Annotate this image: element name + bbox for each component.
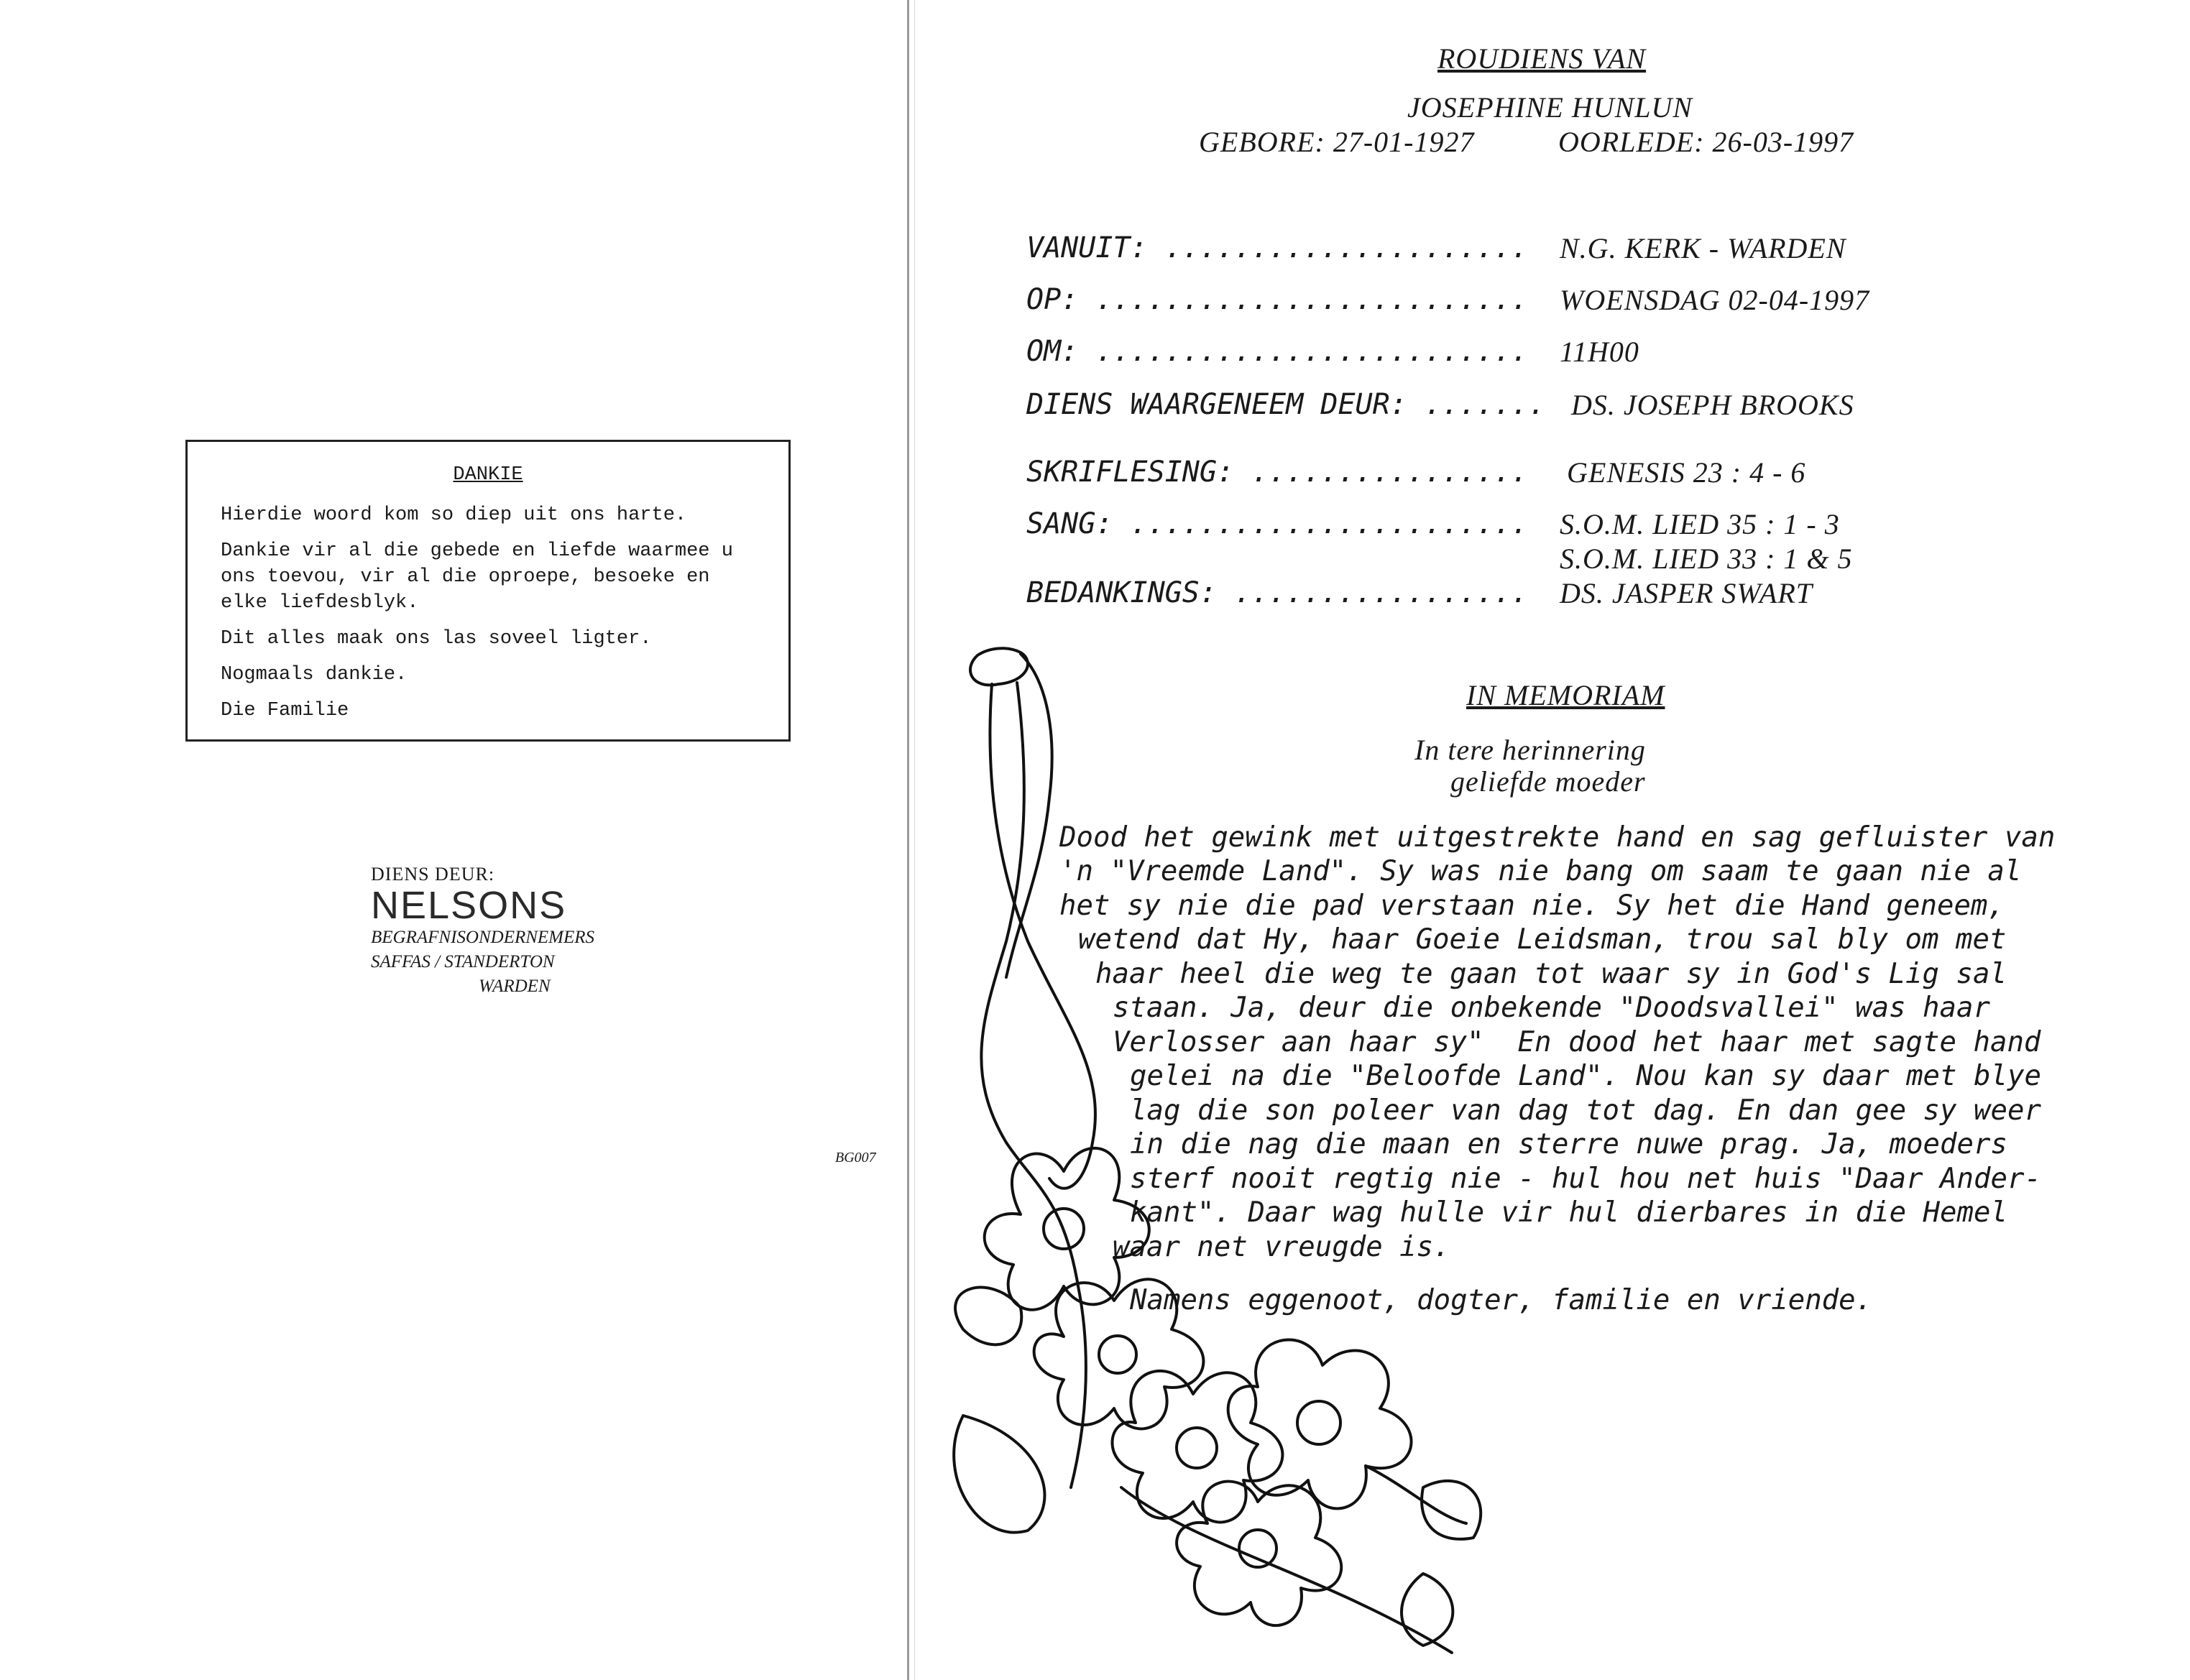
page-fold <box>907 0 909 1680</box>
detail-label: DIENS WAARGENEEM DEUR: ....... <box>1026 388 1546 421</box>
memoriam-title: IN MEMORIAM <box>1466 679 1665 711</box>
poem-line: kant". Daar wag hulle vir hul dierbares in die Hemel <box>1130 1196 2007 1229</box>
undertaker-label: DIENS DEUR: <box>371 864 495 885</box>
detail-value: S.O.M. LIED 35 : 1 - 3 <box>1560 508 1840 540</box>
poem-line: wetend dat Hy, haar Goeie Leidsman, trou sal bly om met <box>1078 923 2007 956</box>
detail-label: OM: ......................... <box>1026 335 1529 368</box>
poem-line: Dood het gewink met uitgestrekte hand en sag gefluister van <box>1059 821 2056 854</box>
poem-line: haar heel die weg te gaan tot waar sy in God's Lig sal <box>1095 958 2007 990</box>
detail-label: OP: ......................... <box>1026 283 1529 316</box>
poem-line: waar net vreugde is. <box>1113 1231 1450 1263</box>
poem-line: lag die son poleer van dag tot dag. En dan gee sy weer <box>1130 1094 2041 1127</box>
detail-label: BEDANKINGS: ................. <box>1026 576 1529 609</box>
poem-line: gelei na die "Beloofde Land". Nou kan sy daar met blye <box>1130 1060 2041 1092</box>
poem-line: Verlosser aan haar sy" En dood het haar met sagte hand <box>1113 1026 2041 1058</box>
thanks-title: DANKIE <box>453 464 523 486</box>
ribbon-strand <box>981 683 1078 1286</box>
memoriam-subtitle: geliefde moeder <box>1450 765 1646 798</box>
death-date: OORLEDE: 26-03-1997 <box>1558 126 1854 158</box>
service-heading: ROUDIENS VAN <box>1437 42 1647 75</box>
stem <box>1366 1466 1466 1523</box>
memoriam-subtitle: In tere herinnering <box>1414 734 1646 766</box>
undertaker-line: SAFFAS / STANDERTON <box>371 952 555 971</box>
detail-value: S.O.M. LIED 33 : 1 & 5 <box>1560 543 1853 575</box>
stem <box>1121 1487 1452 1653</box>
ribbon-tail <box>1006 654 1052 977</box>
undertaker-line: WARDEN <box>479 977 551 996</box>
ribbon-strand <box>990 684 1095 1189</box>
thanks-box <box>185 440 791 742</box>
deceased-name: JOSEPHINE HUNLUN <box>1407 91 1693 124</box>
birth-date: GEBORE: 27-01-1927 <box>1199 126 1475 158</box>
detail-label: SANG: ....................... <box>1026 507 1529 540</box>
undertaker-line: BEGRAFNISONDERNEMERS <box>371 928 595 947</box>
detail-value: WOENSDAG 02-04-1997 <box>1560 284 1870 316</box>
undertaker-name: NELSONS <box>371 884 567 927</box>
poem-line: 'n "Vreemde Land". Sy was nie bang om saam te gaan nie al <box>1059 855 2022 887</box>
bud-icon <box>1422 1481 1481 1539</box>
poem-closing: Namens eggenoot, dogter, familie en vriende. <box>1130 1284 1873 1316</box>
detail-label: SKRIFLESING: ................ <box>1026 456 1529 489</box>
flower-icon <box>985 1148 1149 1310</box>
flower-icon <box>1177 1482 1341 1625</box>
thanks-signature: Die Familie <box>221 700 349 721</box>
detail-value: DS. JASPER SWART <box>1560 577 1813 609</box>
detail-value: N.G. KERK - WARDEN <box>1560 232 1846 264</box>
detail-value: 11H00 <box>1560 336 1639 368</box>
ribbon-flower-illustration <box>920 640 1567 1674</box>
poem-line: sterf nooit regtig nie - hul hou net huis "Daar Ander- <box>1130 1163 2041 1195</box>
detail-value: DS. JOSEPH BROOKS <box>1571 389 1854 421</box>
thanks-paragraph: Hierdie woord kom so diep uit ons harte. <box>221 504 687 526</box>
leaf-icon <box>1402 1574 1453 1646</box>
poem-line: in die nag die maan en sterre nuwe prag. Ja, moeders <box>1130 1128 2007 1160</box>
detail-label: VANUIT: ..................... <box>1026 231 1529 264</box>
poem-line: staan. Ja, deur die onbekende "Doodsvallei" was haar <box>1113 992 1990 1024</box>
leaf-icon <box>954 1416 1044 1533</box>
page-fold-shadow <box>914 0 915 1680</box>
thanks-paragraph: Dankie vir al die gebede en liefde waarmee u ons toevou, vir al die oproepe, besoeke en elke liefdesblyk. <box>221 540 733 614</box>
ribbon-tail <box>1071 1286 1086 1487</box>
flower-icon <box>1034 1279 1204 1429</box>
undertaker-block <box>371 864 594 999</box>
detail-value: GENESIS 23 : 4 - 6 <box>1567 456 1806 489</box>
thanks-paragraph: Dit alles maak ons las soveel ligter. <box>221 628 652 650</box>
ribbon-knot <box>970 648 1028 685</box>
poem-line: het sy nie die pad verstaan nie. Sy het die Hand geneem, <box>1059 890 2005 922</box>
document-code: BG007 <box>835 1150 876 1166</box>
thanks-paragraph: Nogmaals dankie. <box>221 664 408 686</box>
